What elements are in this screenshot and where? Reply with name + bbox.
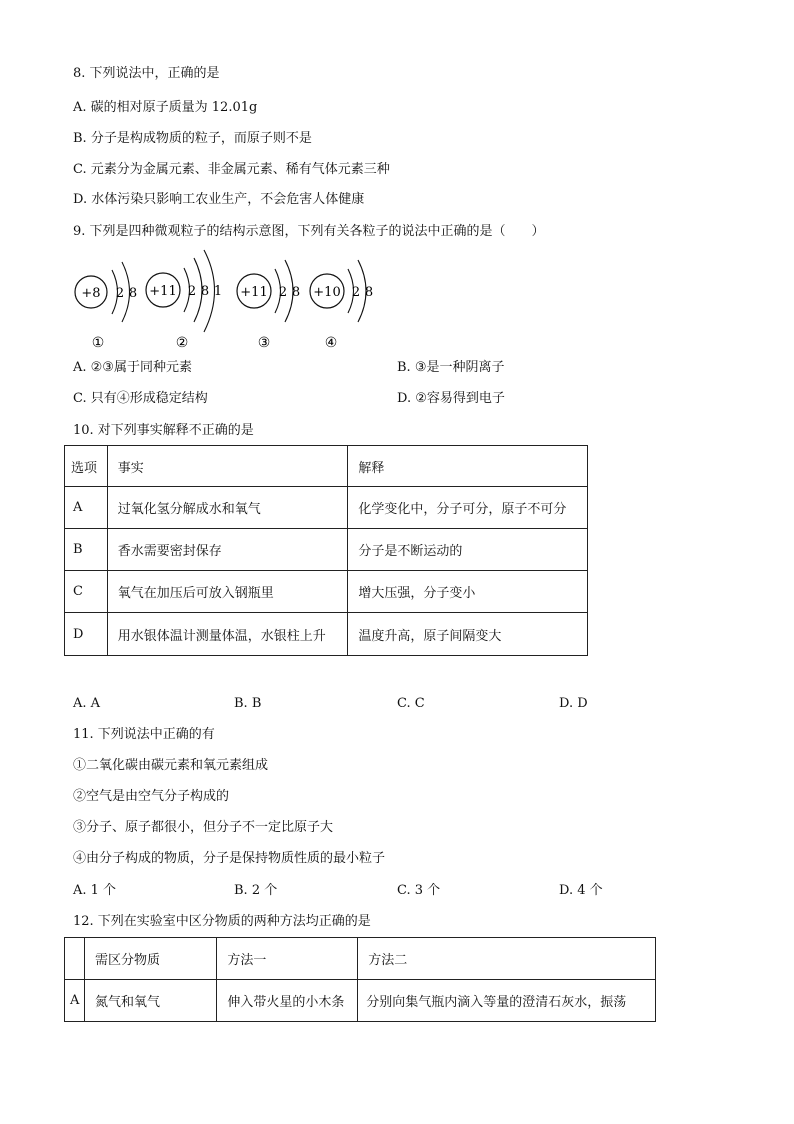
q10-header-explanation: 解释: [348, 446, 588, 487]
q12-row-a-method-2: 分别向集气瓶内滴入等量的澄清石灰水，振荡: [358, 980, 656, 1022]
q9-option-a: A. ②③属于同种元素: [73, 360, 192, 375]
q9-option-d: D. ②容易得到电子: [397, 391, 505, 406]
atom-structure-diagram: [66, 248, 396, 356]
q11-option-c: C. 3 个: [397, 883, 441, 898]
table-row: [65, 980, 656, 1022]
q10-table: [64, 445, 588, 656]
q8-option-a: A. 碳的相对原子质量为 12.01g: [73, 100, 258, 115]
q9-stem: 9. 下列是四种微观粒子的结构示意图，下列有关各粒子的说法中正确的是（ ）: [73, 224, 545, 239]
q10-row-b-option: B: [65, 529, 108, 571]
particle-3-nucleus: +11: [240, 285, 268, 300]
q12-row-a-option: A: [65, 980, 85, 1022]
particle-4-shell-2-count: 8: [364, 285, 374, 300]
q8-option-b: B. 分子是构成物质的粒子，而原子则不是: [73, 131, 312, 146]
q12-header-method-2: 方法二: [358, 938, 656, 980]
q10-row-c-option: C: [65, 571, 108, 613]
particle-3-shell-1-count: 2: [278, 285, 288, 300]
particle-2-shell-1-count: 2: [187, 284, 197, 299]
q10-row-a-explanation: 化学变化中，分子可分，原子不可分: [348, 487, 588, 529]
particle-2-nucleus: +11: [149, 284, 177, 299]
q10-row-c-fact: 氧气在加压后可放入钢瓶里: [107, 571, 348, 613]
table-row: [65, 571, 588, 613]
particle-2-label: ②: [175, 335, 189, 351]
q8-stem: 8. 下列说法中，正确的是: [73, 66, 220, 81]
particle-4-shell-1-count: 2: [351, 285, 361, 300]
q12-stem: 12. 下列在实验室中区分物质的两种方法均正确的是: [73, 914, 371, 929]
particle-4-label: ④: [324, 335, 338, 351]
q10-option-a: A. A: [73, 696, 101, 711]
particle-3: [237, 260, 300, 351]
table-row: [65, 487, 588, 529]
q11-statement-1: ①二氧化碳由碳元素和氧元素组成: [73, 758, 269, 773]
q11-statement-2: ②空气是由空气分子构成的: [73, 789, 230, 804]
q12-header-method-1: 方法一: [217, 938, 358, 980]
particle-1-shell-2-count: 8: [128, 286, 138, 301]
particle-1-shell-1-count: 2: [115, 286, 125, 301]
q10-row-b-explanation: 分子是不断运动的: [348, 529, 588, 571]
q10-row-d-explanation: 温度升高，原子间隔变大: [348, 613, 588, 656]
q10-row-d-fact: 用水银体温计测量体温，水银柱上升: [107, 613, 348, 656]
q12-table-header: [65, 938, 656, 980]
q8-option-d: D. 水体污染只影响工农业生产，不会危害人体健康: [73, 192, 365, 207]
q9-option-b: B. ③是一种阴离子: [397, 360, 505, 375]
q10-table-header: [65, 446, 588, 487]
q10-row-b-fact: 香水需要密封保存: [107, 529, 348, 571]
q11-stem: 11. 下列说法中正确的有: [73, 727, 215, 742]
q12-table: [64, 937, 656, 1022]
q12-header-substance: 需区分物质: [84, 938, 216, 980]
q10-option-b: B. B: [234, 696, 262, 711]
q12-row-a-substance: 氮气和氧气: [84, 980, 216, 1022]
q12-row-a-method-1: 伸入带火星的小木条: [217, 980, 358, 1022]
particle-2-shell-3-count: 1: [213, 284, 223, 299]
particle-1: [75, 262, 137, 351]
q10-header-fact: 事实: [107, 446, 348, 487]
particle-3-shell-2-count: 8: [291, 285, 301, 300]
q11-option-b: B. 2 个: [234, 883, 278, 898]
q10-header-option: 选项: [65, 446, 108, 487]
particle-2-shell-2-count: 8: [200, 284, 210, 299]
particle-1-nucleus: +8: [81, 286, 101, 301]
q10-row-a-option: A: [65, 487, 108, 529]
q10-option-d: D. D: [559, 696, 588, 711]
particle-1-label: ①: [91, 335, 105, 351]
particle-4-nucleus: +10: [313, 285, 341, 300]
q8-option-c: C. 元素分为金属元素、非金属元素、稀有气体元素三种: [73, 162, 390, 177]
q10-stem: 10. 对下列事实解释不正确的是: [73, 423, 254, 438]
q10-row-c-explanation: 增大压强，分子变小: [348, 571, 588, 613]
table-row: [65, 529, 588, 571]
q11-statement-3: ③分子、原子都很小，但分子不一定比原子大: [73, 820, 334, 835]
table-row: [65, 613, 588, 656]
particle-2: [146, 250, 222, 351]
q12-header-blank: [65, 938, 85, 980]
q11-option-a: A. 1 个: [73, 883, 117, 898]
q10-row-a-fact: 过氧化氢分解成水和氧气: [107, 487, 348, 529]
q11-statement-4: ④由分子构成的物质，分子是保持物质性质的最小粒子: [73, 851, 386, 866]
q10-option-c: C. C: [397, 696, 425, 711]
q11-option-d: D. 4 个: [559, 883, 603, 898]
q10-row-d-option: D: [65, 613, 108, 656]
particle-3-label: ③: [257, 335, 271, 351]
particle-4: [310, 260, 373, 351]
q9-option-c: C. 只有④形成稳定结构: [73, 391, 208, 406]
